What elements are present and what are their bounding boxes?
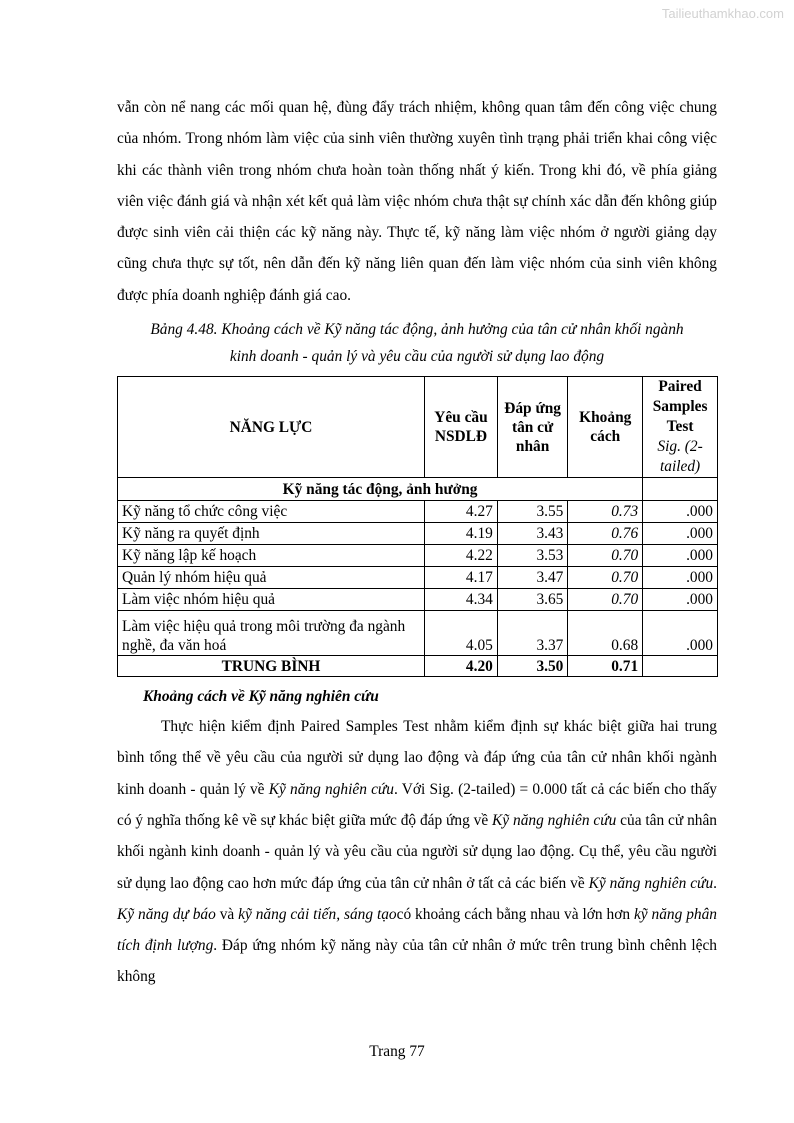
italic-run: Kỹ năng nghiên cứu	[588, 874, 714, 892]
group-empty-cell	[643, 478, 718, 501]
row-gap: 0.76	[568, 523, 643, 545]
header-khoang-cach: Khoảng cách	[568, 377, 643, 478]
total-resp: 3.50	[497, 656, 568, 677]
row-sig: .000	[643, 545, 718, 567]
table-caption	[111, 316, 723, 370]
watermark-text: Tailieuthamkhao.com	[661, 6, 784, 21]
text-run: có khoảng cách bằng nhau và lớn hơn	[396, 905, 634, 923]
row-gap: 0.70	[568, 567, 643, 589]
table-total-row	[118, 656, 718, 677]
text-run: .	[713, 874, 717, 892]
row-sig: .000	[643, 523, 718, 545]
row-resp: 3.43	[497, 523, 568, 545]
text-run: . Với Sig. (2-tailed) = 0.000 tất cả các biến cho thấy có ý nghĩa thống kê về sự khác biệt giữa mức độ đáp ứng về	[117, 780, 718, 829]
row-name: Làm việc hiệu quả trong môi trường đa ngành nghề, đa văn hoá	[118, 611, 425, 656]
table-row	[118, 567, 718, 589]
row-resp: 3.53	[497, 545, 568, 567]
total-req: 4.20	[425, 656, 498, 677]
table-row	[118, 545, 718, 567]
group-label: Kỹ năng tác động, ảnh hưởng	[118, 478, 643, 501]
row-req: 4.34	[425, 589, 498, 611]
italic-run: kỹ năng phân tích định lượng	[117, 905, 717, 955]
row-resp: 3.37	[497, 611, 568, 656]
row-name: Kỹ năng lập kế hoạch	[118, 545, 425, 567]
table-row	[118, 523, 718, 545]
row-req: 4.19	[425, 523, 498, 545]
italic-run: Kỹ năng dự báo	[117, 905, 216, 923]
row-sig: .000	[643, 611, 718, 656]
total-gap: 0.71	[568, 656, 643, 677]
table-group-row	[118, 478, 718, 501]
row-name: Kỹ năng tổ chức công việc	[118, 501, 425, 523]
italic-run: Kỹ năng nghiên cứu	[268, 780, 395, 798]
row-req: 4.22	[425, 545, 498, 567]
header-nang-luc: NĂNG LỰC	[118, 377, 425, 478]
text-run: của tân cử nhân khối ngành kinh doanh - quản lý và yêu cầu của người sử dụng lao động. Cụ thể, yêu cầu người sử dụng lao động cao hơn mức đáp ứng của tân cử nhân ở tất cả các biến về	[117, 811, 717, 892]
row-req: 4.05	[425, 611, 498, 656]
paragraph-top: vẫn còn nể nang các mối quan hệ, đùng đẩy trách nhiệm, không quan tâm đến công việc chung của nhóm. Trong nhóm làm việc của sinh viên thường xuyên tình trạng phải triển khai công việc khi các thành viên trong nhóm chưa hoàn toàn thống nhất ý kiến. Trong khi đó, về phía giảng viên việc đánh giá và nhận xét kết quả làm việc nhóm chưa thật sự chính xác dẫn đến không giúp được sinh viên cải thiện các kỹ năng này. Thực tế, kỹ năng làm việc nhóm ở người giảng dạy cũng chưa thực sự tốt, nên dẫn đến kỹ năng liên quan đến làm việc nhóm của sinh viên không được phía doanh nghiệp đánh giá cao.	[117, 99, 717, 304]
text-run: . Đáp ứng nhóm kỹ năng này của tân cử nhân ở mức trên trung bình chênh lệch không	[117, 937, 717, 986]
row-sig: .000	[643, 567, 718, 589]
table-header-row	[118, 377, 718, 478]
total-sig	[643, 656, 718, 677]
table-row	[118, 611, 718, 656]
skills-gap-table	[117, 376, 718, 677]
row-gap: 0.68	[568, 611, 643, 656]
row-sig: .000	[643, 589, 718, 611]
header-paired-main: Paired Samples Test	[652, 378, 708, 436]
header-paired-test	[643, 377, 718, 478]
caption-line-1: Bảng 4.48. Khoảng cách về Kỹ năng tác động, ảnh hưởng của tân cử nhân khối ngành	[150, 321, 684, 339]
italic-run: kỹ năng cải tiến, sáng tạo	[238, 905, 397, 923]
row-resp: 3.55	[497, 501, 568, 523]
row-req: 4.27	[425, 501, 498, 523]
row-req: 4.17	[425, 567, 498, 589]
caption-line-2: kinh doanh - quản lý và yêu cầu của người sử dụng lao động	[229, 348, 605, 366]
row-gap: 0.70	[568, 545, 643, 567]
header-paired-sub: Sig. (2-tailed)	[657, 438, 703, 476]
row-resp: 3.47	[497, 567, 568, 589]
paragraph-bottom	[117, 711, 717, 993]
row-gap: 0.73	[568, 501, 643, 523]
row-gap: 0.70	[568, 589, 643, 611]
page-number: Trang 77	[369, 1043, 425, 1060]
header-yeu-cau: Yêu cầu NSDLĐ	[425, 377, 498, 478]
total-label: TRUNG BÌNH	[118, 656, 425, 677]
header-dap-ung: Đáp ứng tân cử nhân	[497, 377, 568, 478]
row-resp: 3.65	[497, 589, 568, 611]
italic-run: Kỹ năng nghiên cứu	[492, 811, 617, 829]
table-row	[118, 589, 718, 611]
text-run: và	[215, 905, 239, 923]
page-content	[117, 92, 717, 993]
row-sig: .000	[643, 501, 718, 523]
table-row	[118, 501, 718, 523]
row-name: Làm việc nhóm hiệu quả	[118, 589, 425, 611]
row-name: Quản lý nhóm hiệu quả	[118, 567, 425, 589]
section-subheading: Khoảng cách về Kỹ năng nghiên cứu	[143, 688, 379, 706]
text-run: Thực hiện kiểm định Paired Samples Test nhằm kiểm định sự khác biệt giữa hai trung bình tổng thể về yêu cầu của người sử dụng lao động và đáp ứng của tân cử nhân khối ngành kinh doanh - quản lý về	[117, 718, 717, 798]
row-name: Kỹ năng ra quyết định	[118, 523, 425, 545]
